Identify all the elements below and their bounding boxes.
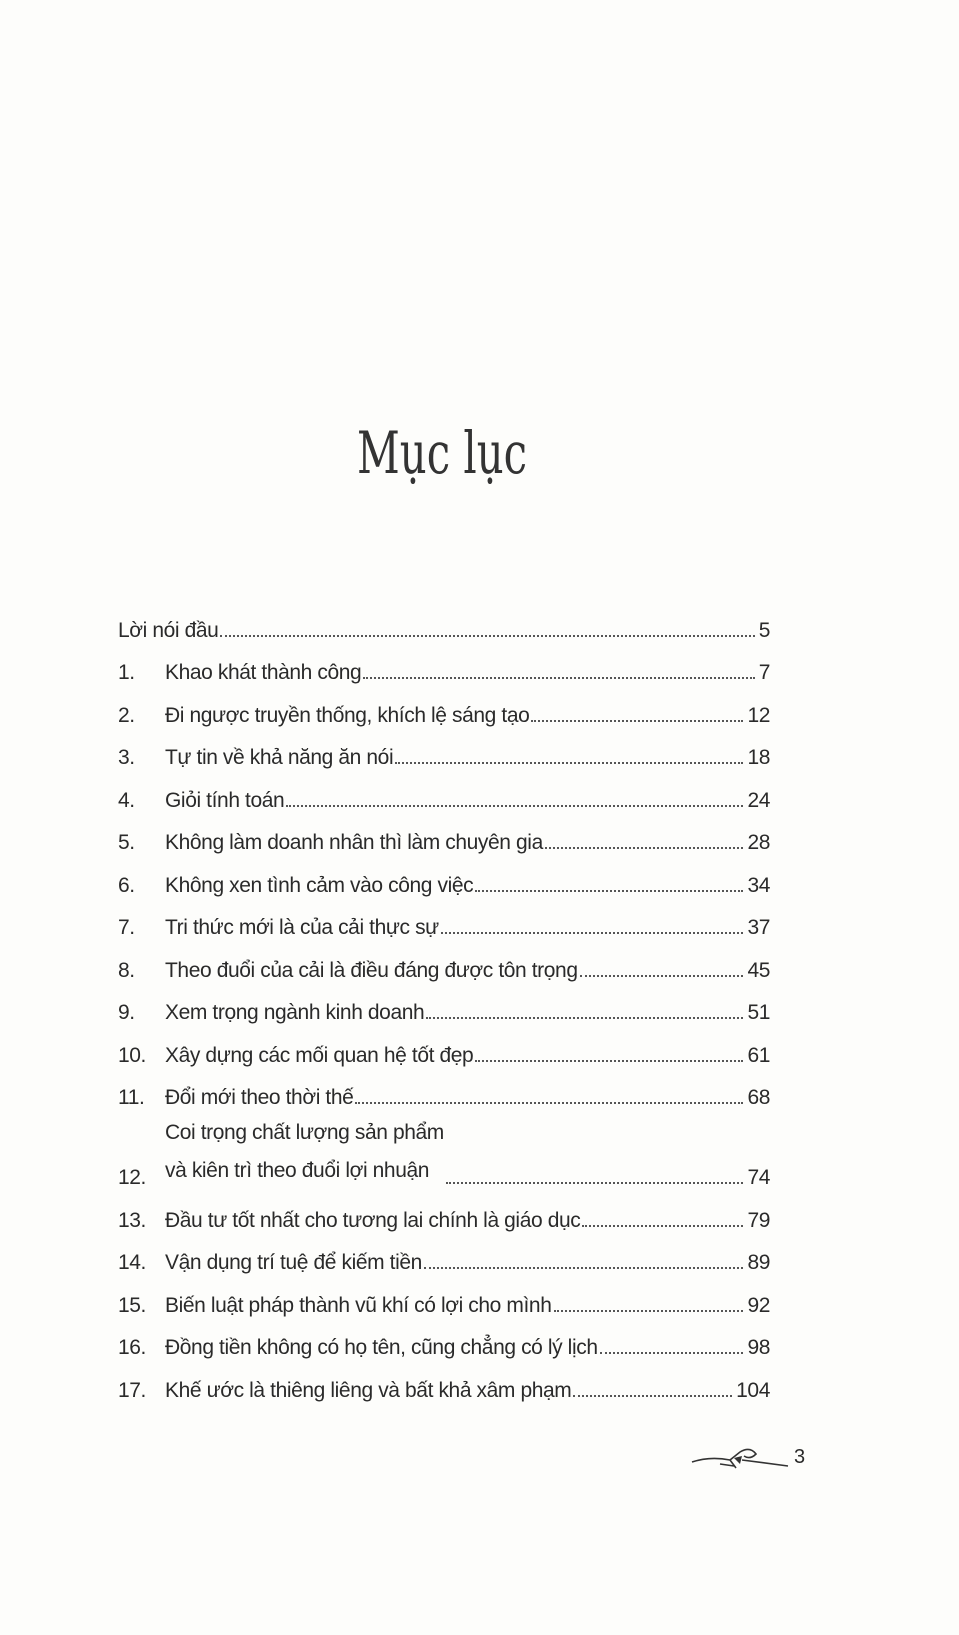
entry-page: 7 [758, 661, 770, 684]
entry-page: 28 [747, 831, 770, 854]
dot-leader [475, 1060, 743, 1062]
dot-leader [554, 1310, 744, 1312]
dot-leader [580, 975, 744, 977]
entry-number: 2. [118, 703, 135, 727]
entry-page: 37 [747, 916, 770, 939]
entry-number: 4. [118, 788, 135, 812]
entry-number: 1. [118, 661, 135, 684]
entry-title: Tự tin về khả năng ăn nói [165, 746, 394, 769]
entry-title: Biến luật pháp thành vũ khí có lợi cho mình [165, 1293, 552, 1317]
dot-leader [582, 1225, 743, 1227]
dot-leader [355, 1102, 743, 1104]
entry-title: Khao khát thành công [165, 661, 362, 684]
page-title [0, 419, 884, 487]
dot-leader [395, 762, 743, 764]
entry-title: Lời nói đầu [118, 618, 219, 642]
table-of-contents [118, 600, 770, 1403]
dot-leader [363, 677, 754, 679]
page-number: 3 [794, 1445, 806, 1468]
entry-number: 12. [118, 1166, 146, 1189]
toc-entry [118, 940, 770, 983]
entry-number: 7. [118, 916, 135, 939]
entry-title: Coi trọng chất lượng sản phẩm và kiên trì theo đuổi lợi nhuận [165, 1121, 444, 1182]
entry-title: Không xen tình cảm vào công việc [165, 873, 474, 897]
dot-leader [441, 932, 744, 934]
entry-number: 10. [118, 1043, 146, 1067]
toc-entry [118, 600, 770, 643]
dot-leader [424, 1267, 744, 1269]
entry-number: 16. [118, 1336, 146, 1359]
toc-entry [118, 770, 770, 813]
entry-page: 24 [747, 788, 770, 812]
dot-leader [475, 890, 743, 892]
toc-entry [118, 1275, 770, 1318]
dot-leader [573, 1395, 732, 1397]
entry-page: 98 [747, 1336, 770, 1359]
dot-leader [600, 1352, 744, 1354]
entry-page: 68 [747, 1086, 770, 1109]
toc-entry [118, 855, 770, 898]
entry-number: 11. [118, 1086, 145, 1109]
entry-number: 8. [118, 958, 135, 982]
entry-number: 15. [118, 1293, 146, 1317]
toc-entry [118, 728, 770, 771]
entry-page: 61 [747, 1043, 770, 1067]
toc-entry [118, 813, 770, 856]
toc-entry [118, 898, 770, 941]
entry-page: 45 [747, 958, 770, 982]
entry-title: Không làm doanh nhân thì làm chuyên gia [165, 831, 543, 854]
page-title-text: Mục lục [357, 418, 527, 487]
entry-title: Đồng tiền không có họ tên, cũng chẳng có lý lịch [165, 1336, 598, 1359]
dot-leader [545, 847, 744, 849]
toc-entry [118, 643, 770, 686]
dot-leader [531, 720, 743, 722]
entry-page: 79 [747, 1208, 770, 1232]
entry-page: 74 [747, 1166, 770, 1189]
toc-entry [118, 983, 770, 1026]
entry-title: Tri thức mới là của cải thực sự [165, 916, 439, 939]
toc-entry [118, 1360, 770, 1403]
entry-number: 14. [118, 1251, 146, 1274]
page-footer [690, 1442, 805, 1472]
entry-page: 12 [747, 703, 770, 727]
entry-title: Xem trọng ngành kinh doanh [165, 1001, 425, 1024]
entry-title: Đổi mới theo thời thế [165, 1086, 354, 1109]
toc-entry [118, 1110, 770, 1190]
entry-title: Đầu tư tốt nhất cho tương lai chính là giáo dục [165, 1208, 581, 1232]
ornament-icon [690, 1442, 790, 1472]
toc-entry [118, 1025, 770, 1068]
toc-entry [118, 685, 770, 728]
entry-page: 18 [747, 746, 770, 769]
entry-number: 13. [118, 1208, 146, 1232]
toc-entry [118, 1318, 770, 1361]
entry-number: 3. [118, 746, 135, 769]
entry-title: Khế ước là thiêng liêng và bất khả xâm phạm [165, 1378, 572, 1402]
entry-page: 89 [747, 1251, 770, 1274]
entry-number: 9. [118, 1001, 135, 1024]
entry-title: Xây dựng các mối quan hệ tốt đẹp [165, 1043, 474, 1067]
entry-number: 17. [118, 1378, 146, 1402]
entry-page: 92 [747, 1293, 770, 1317]
toc-entry [118, 1190, 770, 1233]
entry-page: 104 [736, 1378, 770, 1402]
toc-entry [118, 1068, 770, 1111]
toc-entry [118, 1233, 770, 1276]
entry-page: 51 [747, 1001, 770, 1024]
dot-leader [426, 1017, 743, 1019]
entry-page: 34 [747, 873, 770, 897]
dot-leader [446, 1182, 744, 1184]
entry-title: Vận dụng trí tuệ để kiếm tiền [165, 1251, 422, 1274]
dot-leader [286, 805, 743, 807]
dot-leader [220, 635, 754, 637]
entry-title: Theo đuổi của cải là điều đáng được tôn trọng [165, 958, 578, 982]
entry-title: Giỏi tính toán [165, 788, 285, 812]
entry-number: 6. [118, 873, 135, 897]
entry-page: 5 [758, 618, 770, 642]
entry-number: 5. [118, 831, 135, 854]
entry-title: Đi ngược truyền thống, khích lệ sáng tạo [165, 703, 530, 727]
